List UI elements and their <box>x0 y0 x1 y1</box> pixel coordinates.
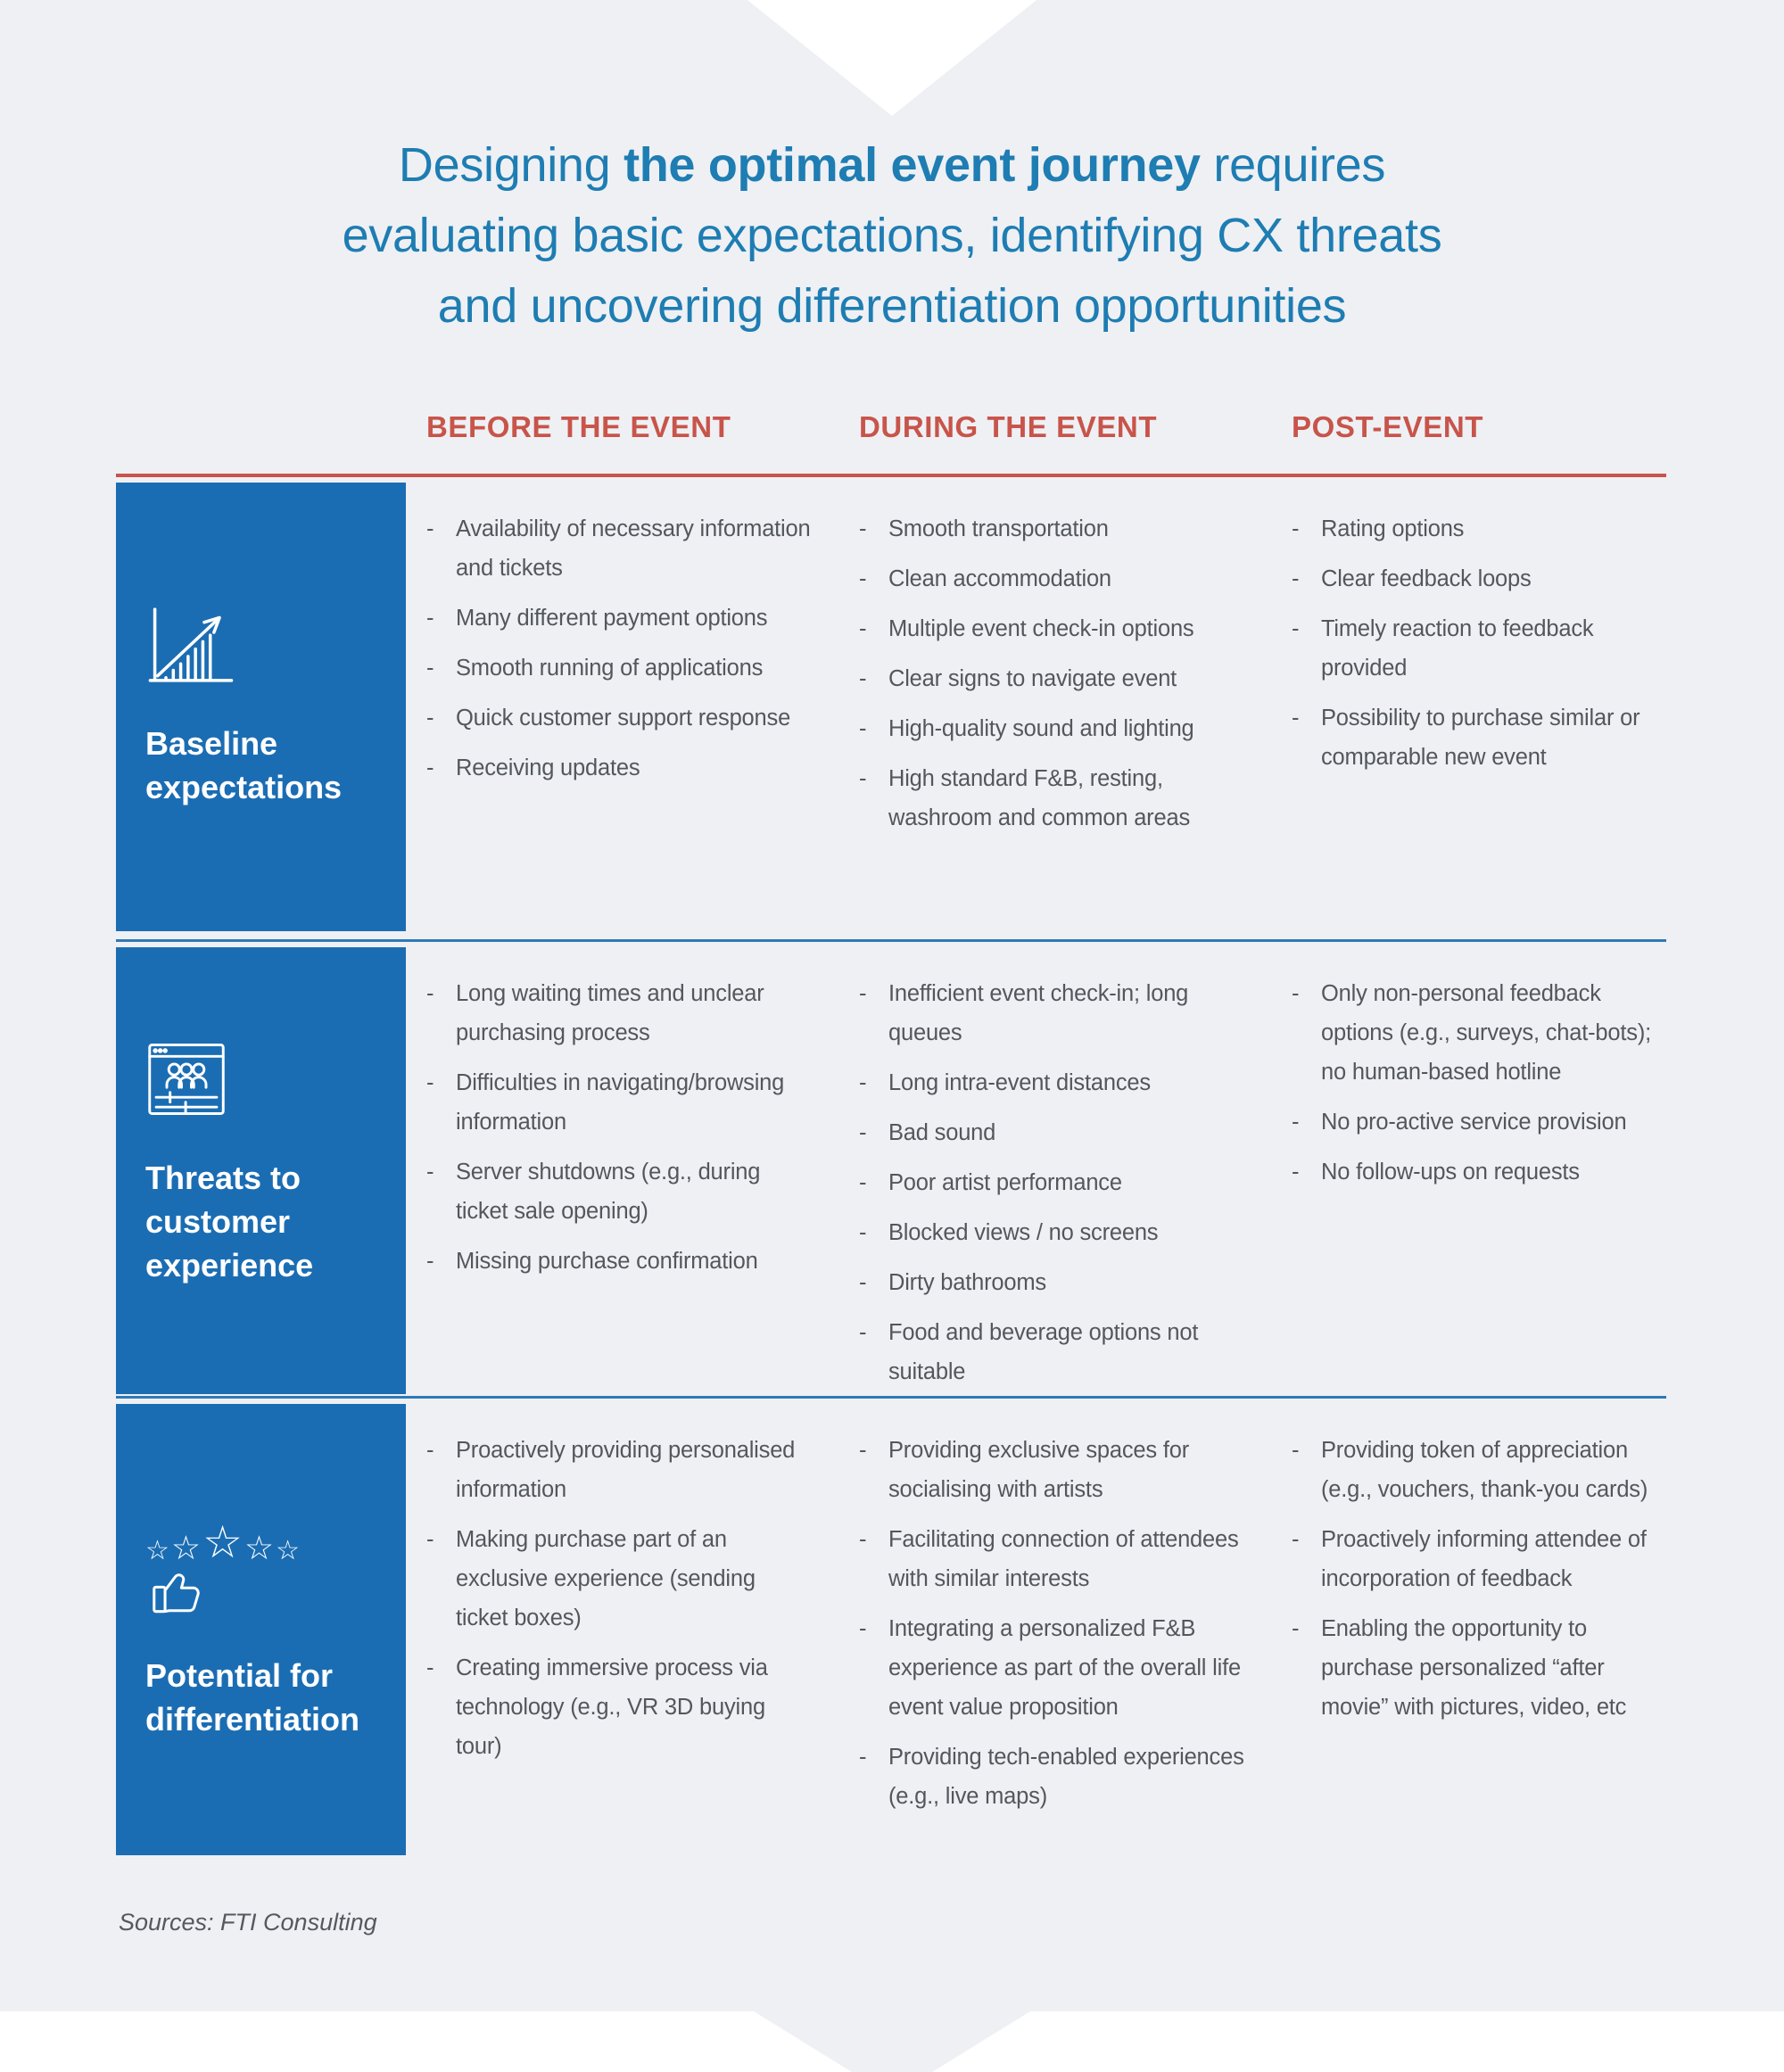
stars-thumbs-up-icon <box>145 1520 406 1616</box>
list-item: - Server shutdowns (e.g., during ticket sale opening) <box>456 1152 812 1231</box>
title-line-1 <box>0 130 1784 201</box>
bottom-white-band <box>0 2011 1784 2072</box>
audience-panel-icon <box>145 1040 227 1119</box>
list-item: - Proactively informing attendee of incorporation of feedback <box>1321 1520 1656 1598</box>
list-item: - Food and beverage options not suitable <box>888 1313 1244 1391</box>
list-item: - Clear signs to navigate event <box>888 659 1244 698</box>
cell-baseline-during <box>838 477 1271 939</box>
list-item: - Facilitating connection of attendees with similar interests <box>888 1520 1244 1598</box>
list-item: - Rating options <box>1321 509 1656 549</box>
column-header-during-event: DURING THE EVENT <box>859 410 1158 443</box>
row-label-box <box>116 1404 406 1855</box>
list-item: - Proactively providing personalised information <box>456 1431 812 1509</box>
list-item: - Providing tech-enabled experiences (e.g., live maps) <box>888 1738 1244 1816</box>
column-header-before-event: BEFORE THE EVENT <box>426 410 731 443</box>
star-icon <box>202 1520 243 1564</box>
star-icon <box>145 1538 169 1564</box>
list-item: - High standard F&B, resting, washroom and common areas <box>888 759 1244 838</box>
list-item: - Long waiting times and unclear purchasing process <box>456 974 812 1053</box>
journey-matrix <box>116 474 1666 1855</box>
cell-baseline-post <box>1271 477 1666 939</box>
list-item: - Providing exclusive spaces for socialising with artists <box>888 1431 1244 1509</box>
list-item: - High-quality sound and lighting <box>888 709 1244 748</box>
list-item: - Smooth transportation <box>888 509 1244 549</box>
cell-potential-during <box>838 1399 1271 1855</box>
title-text: requires <box>1200 138 1386 193</box>
list-item: - No follow-ups on requests <box>1321 1152 1656 1192</box>
top-chevron-decoration <box>747 0 1037 116</box>
title-line-3: and uncovering differentiation opportunities <box>437 279 1347 334</box>
column-headers <box>116 410 1666 444</box>
cell-potential-before <box>406 1399 838 1855</box>
list-item: - Integrating a personalized F&B experience as part of the overall life event value proposition <box>888 1609 1244 1727</box>
list-item: - No pro-active service provision <box>1321 1102 1656 1142</box>
star-icon <box>171 1531 201 1564</box>
five-stars-icon <box>145 1520 406 1564</box>
list-item: - Smooth running of applications <box>456 648 812 688</box>
list-item: - Difficulties in navigating/browsing information <box>456 1063 812 1142</box>
row-baseline-expectations <box>116 474 1666 939</box>
row-label: Threats to customer experience <box>145 1160 314 1284</box>
cell-threats-before <box>406 942 838 1402</box>
bar-chart-growth-icon <box>145 606 238 684</box>
cell-baseline-before <box>406 477 838 939</box>
row-potential-differentiation <box>116 1396 1666 1855</box>
list-item: - Timely reaction to feedback provided <box>1321 609 1656 688</box>
list-item: - Poor artist performance <box>888 1163 1244 1202</box>
list-item: - Dirty bathrooms <box>888 1263 1244 1302</box>
column-header-post-event: POST-EVENT <box>1292 410 1484 443</box>
bottom-chevron-decoration <box>754 2011 1030 2072</box>
list-item: - Quick customer support response <box>456 698 812 738</box>
list-item: - Inefficient event check-in; long queues <box>888 974 1244 1053</box>
title-bold-text: the optimal event journey <box>624 138 1201 193</box>
row-label-box <box>116 947 406 1394</box>
row-label-box <box>116 483 406 931</box>
list-item: - Receiving updates <box>456 748 812 788</box>
cell-threats-post <box>1271 942 1666 1402</box>
sources-note: Sources: FTI Consulting <box>119 1909 377 1936</box>
list-item: - Availability of necessary information and tickets <box>456 509 812 588</box>
list-item: - Multiple event check-in options <box>888 609 1244 648</box>
header-spacer <box>116 410 406 444</box>
row-label: Potential for differentiation <box>145 1657 359 1738</box>
list-item: - Clean accommodation <box>888 559 1244 598</box>
list-item: - Only non-personal feedback options (e.g., surveys, chat-bots); no human-based hotline <box>1321 974 1656 1092</box>
list-item: - Providing token of appreciation (e.g., vouchers, thank-you cards) <box>1321 1431 1656 1509</box>
list-item: - Bad sound <box>888 1113 1244 1152</box>
cell-potential-post <box>1271 1399 1666 1855</box>
cell-threats-during <box>838 942 1271 1402</box>
star-icon <box>276 1538 300 1564</box>
list-item: - Blocked views / no screens <box>888 1213 1244 1252</box>
list-item: - Long intra-event distances <box>888 1063 1244 1102</box>
list-item: - Possibility to purchase similar or comparable new event <box>1321 698 1656 777</box>
star-icon <box>244 1531 274 1564</box>
row-threats-to-cx <box>116 939 1666 1396</box>
list-item: - Enabling the opportunity to purchase personalized “after movie” with pictures, video, etc <box>1321 1609 1656 1727</box>
title-line-2: evaluating basic expectations, identifying CX threats <box>342 209 1442 263</box>
list-item: - Making purchase part of an exclusive experience (sending ticket boxes) <box>456 1520 812 1638</box>
list-item: - Many different payment options <box>456 598 812 638</box>
row-label: Baseline expectations <box>145 725 343 805</box>
title-text: Designing <box>398 138 624 193</box>
list-item: - Clear feedback loops <box>1321 559 1656 598</box>
page-title <box>0 130 1784 342</box>
list-item: - Missing purchase confirmation <box>456 1242 812 1281</box>
thumbs-up-icon <box>151 1568 210 1616</box>
list-item: - Creating immersive process via technology (e.g., VR 3D buying tour) <box>456 1648 812 1766</box>
